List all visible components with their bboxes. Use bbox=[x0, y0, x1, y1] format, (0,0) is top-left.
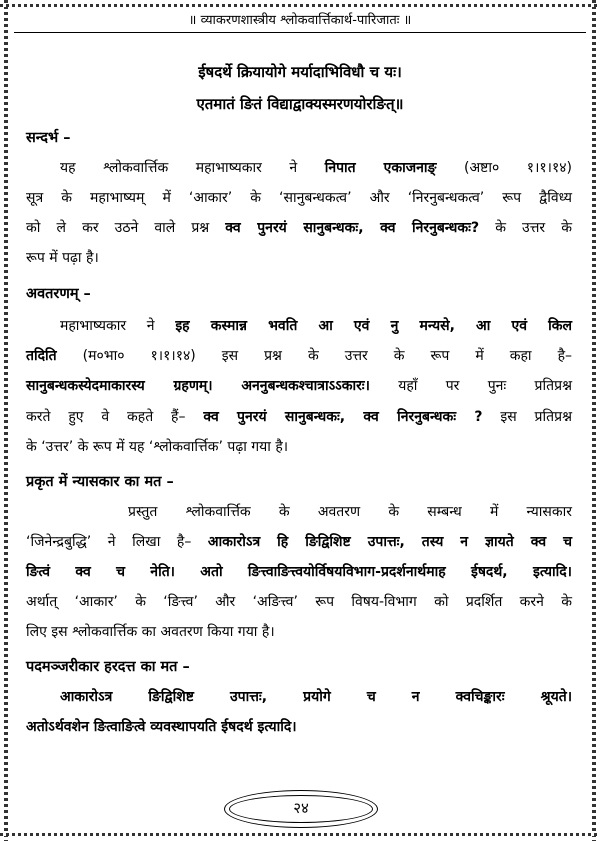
paragraph-line: प्रस्तुत श्लोकवार्त्तिक के अवतरण के सम्बन्ध में न्यासकार bbox=[128, 504, 572, 520]
paragraph-line: ङित्वं क्व च नेति। अतो ङित्त्वाङित्त्वयोर्विषयविभाग-प्रदर्शनार्थमाह ईषदर्थ, इत्यादि। bbox=[26, 564, 572, 580]
left-page-border bbox=[2, 0, 10, 841]
paragraph-line: अर्थात् ‘आकार’ के ‘ङित्त्व’ और ‘अङित्त्व’ रूप विषय-विभाग को प्रदर्शित करने के bbox=[26, 594, 572, 610]
section-heading-nyasakara: प्रकृत में न्यासकार का मत – bbox=[26, 474, 174, 490]
paragraph-line: के ‘उत्तर’ के रूप में यह ‘श्लोकवार्त्तिक’ पढ़ा गया है। bbox=[26, 439, 289, 455]
paragraph-line: सूत्र के महाभाष्यम् में ‘आकार’ के ‘सानुबन्धकत्व’ और ‘निरनुबन्धकत्व’ रूप द्वैविध्य bbox=[26, 190, 572, 206]
top-page-border bbox=[0, 2, 600, 10]
running-head: ॥ व्याकरणशास्त्रीय श्लोकवार्त्तिकार्थ-पारिजातः ॥ bbox=[188, 13, 412, 28]
right-page-border bbox=[590, 0, 598, 841]
section-heading-sandarbh: सन्दर्भ – bbox=[26, 130, 71, 146]
page-number: २४ bbox=[293, 799, 309, 817]
verse-line-2: एतमातं ङितं विद्याद्वाक्यस्मरणयोरङित्॥ bbox=[196, 95, 404, 113]
paragraph-line: आकारोऽत्र ङिद्विशिष्ट उपात्तः, प्रयोगे च न क्वचिङ्कारः श्रूयते। bbox=[60, 689, 572, 705]
paragraph-line: सानुबन्धकस्येदमाकारस्य ग्रहणम्। अननुबन्धकश्चात्राऽऽकारः। यहाँ पर पुनः प्रतिप्रश्न bbox=[26, 378, 572, 394]
header-rule bbox=[14, 32, 586, 33]
section-heading-avataranam: अवतरणम् – bbox=[26, 286, 91, 302]
verse-line-1: ईषदर्थे क्रियायोगे मर्यादाभिविधौ च यः। bbox=[198, 63, 402, 81]
paragraph-line: को ले कर उठने वाले प्रश्न क्व पुनरयं सानुबन्धकः, क्व निरनुबन्धकः? के उत्तर के bbox=[26, 220, 572, 236]
paragraph-line: अतोऽर्थवशेन ङित्वाङित्वे व्यवस्थापयति ईषदर्थ इत्यादि। bbox=[26, 719, 297, 735]
paragraph-line: महाभाष्यकार ने इह कस्मान्न भवति आ एवं नु मन्यसे, आ एवं किल bbox=[60, 318, 573, 334]
paragraph-line: करते हुए वे कहते हैं– क्व पुनरयं सानुबन्धकः, क्व निरनुबन्धकः ? इस प्रतिप्रश्न bbox=[26, 409, 572, 425]
paragraph-line: यह श्लोकवार्त्तिक महाभाष्यकार ने निपात एकाजनाङ् (अष्टा० १।१।१४) bbox=[60, 160, 572, 176]
paragraph-line: ‘जिनेन्द्रबुद्धि’ ने लिखा है– आकारोऽत्र हि ङिद्विशिष्ट उपात्तः, तस्य न ज्ञायते क्व च bbox=[26, 534, 572, 550]
section-heading-haradatta: पदमञ्जरीकार हरदत्त का मत – bbox=[26, 659, 190, 675]
paragraph-line: लिए इस श्लोकवार्त्तिक का अवतरण किया गया है। bbox=[26, 624, 275, 640]
paragraph-line: रूप में पढ़ा है। bbox=[26, 250, 99, 266]
paragraph-line: तदिति (म०भा० १।१।१४) इस प्रश्न के उत्तर के रूप में कहा है– bbox=[26, 348, 572, 364]
bottom-page-border bbox=[0, 831, 600, 839]
